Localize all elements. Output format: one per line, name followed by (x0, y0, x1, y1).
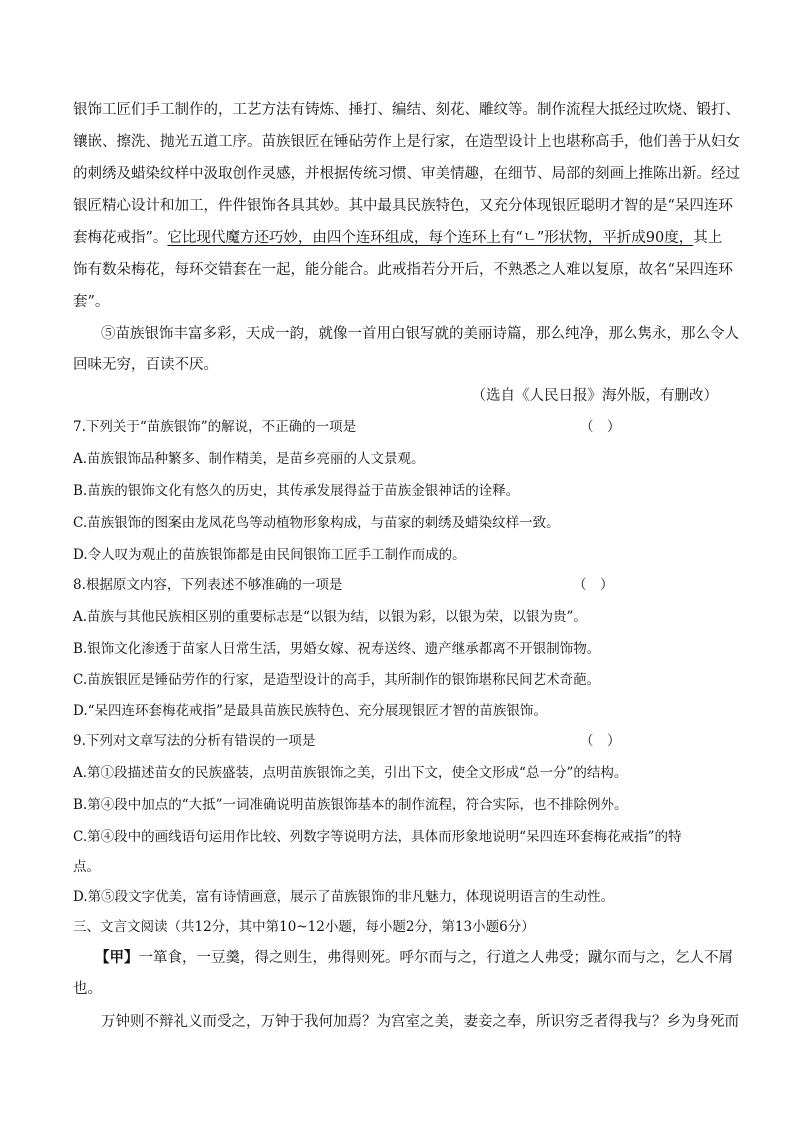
passage-line: 套”。 (73, 294, 110, 310)
corner-shape-mark: ㄴ (522, 230, 537, 246)
passage-line: 银匠精心设计和加工，件件银饰各具其妙。其中最具民族特色，又充分体现银匠聪明才智的是“呆四连环 (73, 198, 733, 214)
question-9-stem: 9.下列对文章写法的分析有错误的一项是 (73, 733, 316, 749)
source-citation: （选自《人民日报》海外版，有删改） (471, 388, 718, 404)
passage-text: 其上 (693, 230, 723, 246)
option: D.第⑤段文字优美，富有诗情画意，展示了苗族银饰的非凡魅力，体现说明语言的生动性。 (73, 889, 615, 905)
option: B.苗族的银饰文化有悠久的历史，其传承发展得益于苗族金银神话的诠释。 (73, 483, 520, 499)
question-8-stem: 8.根据原文内容，下列表述不够准确的一项是 (73, 577, 343, 593)
classical-text-line: 也。 (73, 981, 102, 997)
answer-paren: （ ） (580, 733, 621, 749)
passage-line: ⑤苗族银饰丰富多彩，天成一韵，就像一首用白银写就的美丽诗篇，那么纯净，那么隽永，那么令人 (101, 326, 739, 342)
option: A.苗族与其他民族相区别的重要标志是“以银为结，以银为彩，以银为荣，以银为贵”。 (73, 609, 587, 625)
option: C.第④段中的画线语句运用作比较、列数字等说明方法，具体而形象地说明“呆四连环套梅花戒指”的特 (73, 829, 682, 845)
option: A.第①段描述苗女的民族盛装，点明苗族银饰之美，引出下文，使全文形成“总一分”的结构。 (73, 765, 628, 781)
option: D.令人叹为观止的苗族银饰都是由民间银饰工匠手工制作而成的。 (73, 547, 466, 563)
option: D.“呆四连环套梅花戒指”是最具苗族民族特色、充分展现银匠才智的苗族银饰。 (73, 703, 547, 719)
answer-paren: （ ） (573, 577, 614, 593)
option-continuation: 点。 (73, 859, 100, 875)
answer-paren: （ ） (580, 419, 621, 435)
passage-line: 回味无穷，百读不厌。 (73, 357, 218, 373)
underlined-sentence: 它比现代魔方还巧妙，由四个连环组成，每个连环上有“ㄴ”形状物，平折成90度， (167, 230, 694, 246)
option: C.苗族银饰的图案由龙凤花鸟等动植物形象构成，与苗家的刺绣及蜡染纹样一致。 (73, 515, 560, 531)
passage-line: 镶嵌、擦洗、抛光五道工序。苗族银匠在锤砧劳作上是行家，在造型设计上也堪称高手，他们善于从妇女 (73, 134, 740, 150)
section-heading: 三、文言文阅读（共12分，其中第10~12小题，每小题2分，第13小题6分） (73, 919, 535, 935)
classical-text-line: 万钟则不辩礼义而受之，万钟于我何加焉？为宫室之美，妻妾之奉，所识穷乏者得我与？乡为身死而 (101, 1014, 739, 1030)
passage-line-underlined (73, 228, 721, 248)
classical-text-line (95, 948, 733, 968)
passage-line: 饰有数朵梅花，每环交错套在一起，能分能合。此戒指若分开后，不熟悉之人难以复原，故名“呆四连环 (73, 262, 733, 278)
option: C.苗族银匠是锤砧劳作的行家，是造型设计的高手，其所制作的银饰堪称民间艺术奇葩。 (73, 672, 601, 688)
option: B.第④段中加点的“大抵”一词准确说明苗族银饰基本的制作流程，符合实际，也不排除例外。 (73, 797, 628, 813)
question-7-stem: 7.下列关于“苗族银饰”的解说，不正确的一项是 (73, 419, 357, 435)
passage-line: 银饰工匠们手工制作的，工艺方法有铸炼、捶打、编结、刻花、雕纹等。制作流程大抵经过吹烧、锻打、 (73, 102, 740, 118)
option: A.苗族银饰品种繁多、制作精美，是苗乡亮丽的人文景观。 (73, 451, 425, 467)
classical-text: 一箪食，一豆羹，得之则生，弗得则死。呼尔而与之，行道之人弗受；蹴尔而与之，乞人不屑 (138, 950, 733, 966)
passage-label-jia: 【甲】 (95, 949, 139, 966)
passage-text: 套梅花戒指”。 (73, 230, 168, 246)
option: B.银饰文化渗透于苗家人日常生活，男婚女嫁、祝寿送终、遗产继承都离不开银制饰物。 (73, 641, 601, 657)
passage-line: 的刺绣及蜡染纹样中汲取创作灵感，并根据传统习惯、审美情趣，在细节、局部的刻画上推陈出新。经过 (73, 166, 740, 182)
